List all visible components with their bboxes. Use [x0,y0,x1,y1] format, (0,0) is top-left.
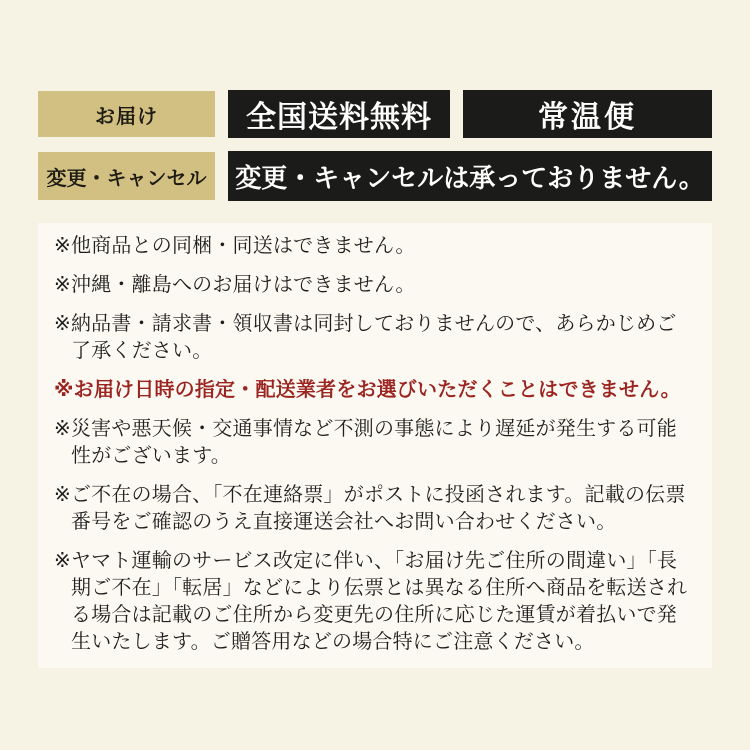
cancel-row [38,151,712,201]
delivery-label: お届け [38,91,215,137]
delivery-row [38,90,712,138]
note-item-okinawa: ※沖縄・離島へのお届けはできません。 [54,272,416,296]
note-item-delay: ※災害や悪天候・交通事情など不測の事態により遅延が発生する可能性がございます。 [54,416,677,467]
cancel-policy-badge: 変更・キャンセルは承っておりません。 [228,151,712,201]
cancel-label: 変更・キャンセル [38,152,215,200]
note-item-invoice: ※納品書・請求書・領収書は同封しておりませんので、あらかじめご了承ください。 [54,311,677,362]
content-wrap [38,90,712,668]
note-item-delivery-date-warning: ※お届け日時の指定・配送業者をお選びいただくことはできません。 [54,377,681,401]
room-temperature-badge: 常温便 [463,90,712,138]
free-shipping-badge: 全国送料無料 [228,90,450,138]
note-item-absence: ※ご不在の場合、「不在連絡票」がポストに投函されます。記載の伝票番号をご確認のうえ直接運送会社へお問い合わせください。 [54,482,686,533]
note-item-combined-shipping: ※他商品との同梱・同送はできません。 [54,233,416,257]
notes-panel [38,223,712,668]
note-item-yamato-forwarding: ※ヤマト運輸のサービス改定に伴い、「お届け先ご住所の間違い」「長期ご不在」「転居」などにより伝票とは異なる住所へ商品を転送される場合は記載のご住所から変更先の住所に応じた運賃が着払いで発生いたします。ご贈答用などの場合特にご注意ください。 [54,548,688,653]
